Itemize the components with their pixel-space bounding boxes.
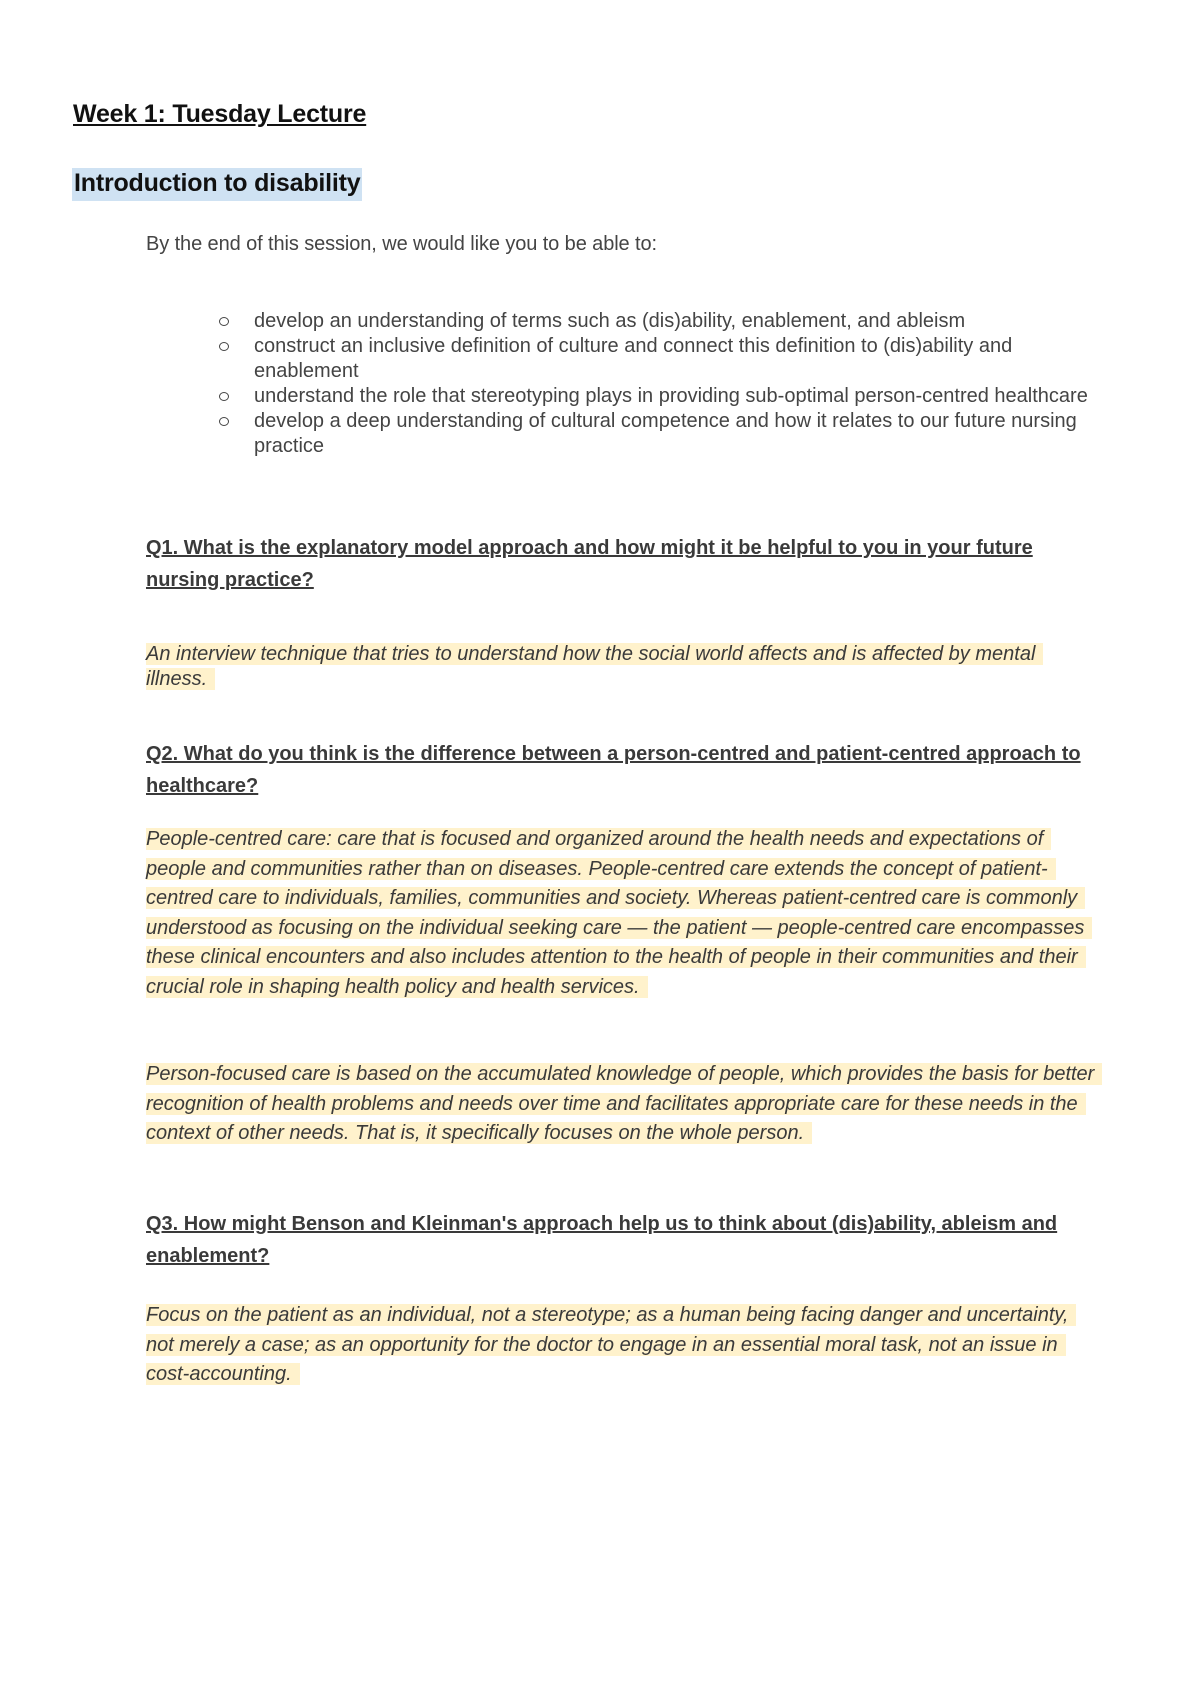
objectives-list [214, 309, 1094, 459]
answer-2a [146, 825, 1096, 1002]
objective-text: understand the role that stereotyping plays in providing sub-optimal person-centred healthcare [254, 385, 1088, 407]
page-title: Week 1: Tuesday Lecture [73, 100, 367, 128]
list-item [214, 409, 1094, 459]
hollow-circle-bullet-icon [219, 392, 229, 401]
answer-2b [146, 1060, 1096, 1149]
section-heading: Introduction to disability [72, 168, 362, 201]
question-3: Q3. How might Benson and Kleinman's approach help us to think about (dis)ability, ableism and enablement? [146, 1213, 1058, 1267]
list-item [214, 309, 1094, 334]
question-2: Q2. What do you think is the difference between a person-centred and patient-centred approach to healthcare? [146, 743, 1081, 797]
answer-1-text: An interview technique that tries to understand how the social world affects and is affected by mental illness. [146, 643, 1043, 690]
objective-text: develop a deep understanding of cultural competence and how it relates to our future nursing practice [254, 410, 1077, 457]
answer-3-text: Focus on the patient as an individual, not a stereotype; as a human being facing danger and uncertainty, not merely a case; as an opportunity for the doctor to engage in an essential moral task, not an issue in cost-accounting. [146, 1304, 1076, 1385]
answer-3 [146, 1301, 1096, 1390]
question-1: Q1. What is the explanatory model approach and how might it be helpful to you in your future nursing practice? [146, 537, 1033, 591]
answer-1 [146, 642, 1096, 692]
intro-text: By the end of this session, we would like you to be able to: [146, 233, 657, 255]
objective-text: construct an inclusive definition of culture and connect this definition to (dis)ability and enablement [254, 335, 1013, 382]
list-item [214, 334, 1094, 384]
hollow-circle-bullet-icon [219, 317, 229, 326]
list-item [214, 384, 1094, 409]
answer-2a-text: People-centred care: care that is focused and organized around the health needs and expectations of people and communities rather than on diseases. People-centred care extends the concept of patient-centred care to individuals, families, communities and society. Whereas patient-centred care is commonly understood as focusing on the individual seeking care — the patient — people-centred care encompasses these clinical encounters and also includes attention to the health of people in their communities and their crucial role in shaping health policy and health services. [146, 828, 1092, 998]
hollow-circle-bullet-icon [219, 417, 229, 426]
hollow-circle-bullet-icon [219, 342, 229, 351]
answer-2b-text: Person-focused care is based on the accumulated knowledge of people, which provides the basis for better recognition of health problems and needs over time and facilitates appropriate care for these needs in the context of other needs. That is, it specifically focuses on the whole person. [146, 1063, 1102, 1144]
objective-text: develop an understanding of terms such as (dis)ability, enablement, and ableism [254, 310, 966, 332]
